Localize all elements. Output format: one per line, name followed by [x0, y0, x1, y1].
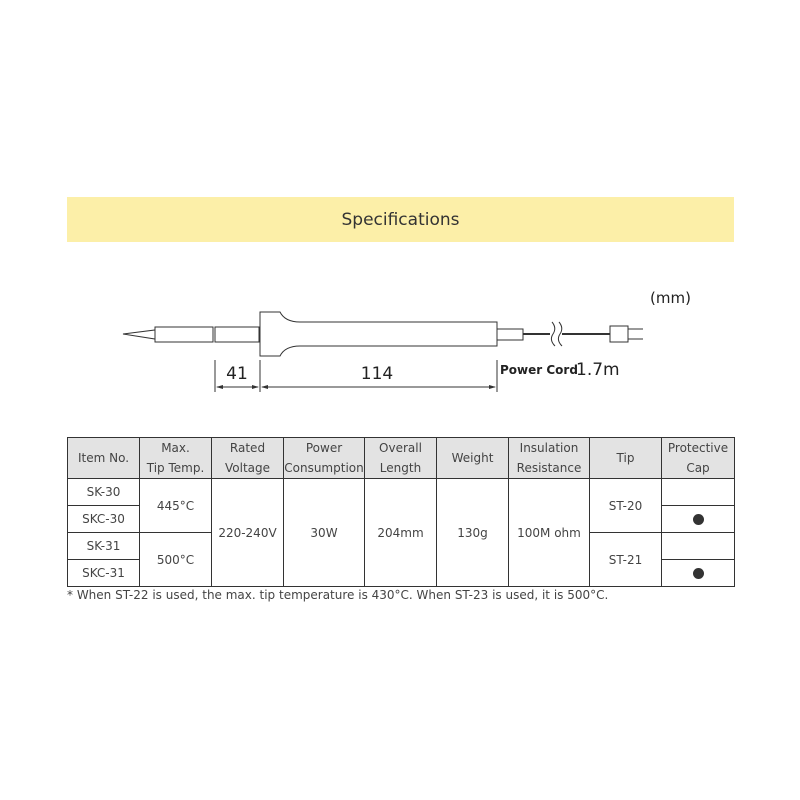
dim-arrow [216, 385, 223, 389]
iron-tip [123, 330, 155, 339]
dim-arrow [252, 385, 259, 389]
plug-body [610, 326, 628, 342]
weight-cell: 130g [437, 479, 509, 587]
header-insulation-resistance: Insulation Resistance [509, 438, 590, 479]
unit-label: (mm) [650, 289, 691, 307]
cap-cell [662, 506, 735, 533]
dim-label-114: 114 [360, 364, 394, 384]
header-max-tip-temp: Max. Tip Temp. [140, 438, 212, 479]
insulation-cell: 100M ohm [509, 479, 590, 587]
table-row [68, 479, 735, 506]
item-no-cell: SK-30 [68, 479, 140, 506]
iron-barrel-rear [215, 327, 259, 342]
power-cord-length: 1.7m [576, 360, 620, 380]
specifications-banner [67, 197, 734, 242]
dim-arrow [489, 385, 496, 389]
header-rated-voltage: Rated Voltage [212, 438, 284, 479]
cap-cell [662, 479, 735, 506]
power-cell: 30W [284, 479, 365, 587]
cord-break-mark [551, 322, 562, 346]
max-temp-cell: 445°C [140, 479, 212, 533]
cap-cell [662, 533, 735, 560]
header-overall-length: Overall Length [365, 438, 437, 479]
header-weight: Weight [437, 438, 509, 479]
iron-handle [260, 312, 497, 356]
max-temp-cell: 500°C [140, 533, 212, 587]
cap-cell [662, 560, 735, 587]
item-no-cell: SKC-31 [68, 560, 140, 587]
dim-label-41: 41 [226, 364, 248, 384]
header-tip: Tip [590, 438, 662, 479]
cord-strain-relief [497, 329, 523, 340]
voltage-cell: 220-240V [212, 479, 284, 587]
soldering-iron-diagram [0, 280, 800, 400]
length-cell: 204mm [365, 479, 437, 587]
header-protective-cap: Protective Cap [662, 438, 735, 479]
cap-included-dot [693, 568, 704, 579]
item-no-cell: SKC-30 [68, 506, 140, 533]
cap-included-dot [693, 514, 704, 525]
dim-arrow [261, 385, 268, 389]
header-power-consumption: Power Consumption [284, 438, 365, 479]
page-title: Specifications [341, 209, 460, 230]
item-no-cell: SK-31 [68, 533, 140, 560]
iron-barrel-front [155, 327, 213, 342]
power-cord-label: Power Cord [500, 363, 578, 377]
table-header-row [68, 438, 735, 479]
tip-cell: ST-20 [590, 479, 662, 533]
tip-cell: ST-21 [590, 533, 662, 587]
footnote: * When ST-22 is used, the max. tip temperature is 430°C. When ST-23 is used, it is 500°C. [67, 588, 609, 602]
specifications-table [67, 437, 735, 587]
header-item-no: Item No. [68, 438, 140, 479]
